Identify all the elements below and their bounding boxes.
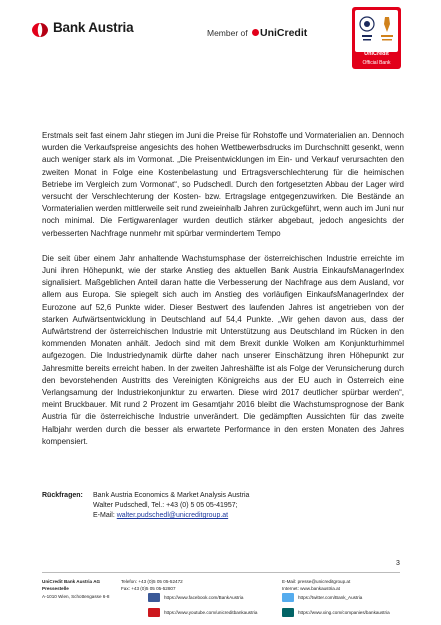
member-prefix: Member of (207, 28, 248, 38)
contact-label: Rückfragen: (42, 492, 83, 499)
twitter-url[interactable]: https://twitter.com/Bank_Austria (298, 595, 363, 600)
youtube-icon (148, 608, 160, 617)
contact-line: Walter Pudschedl, Tel.: +43 (0) 5 05 05-41957; (93, 502, 238, 509)
member-of-unicredit (207, 27, 307, 39)
member-brand: UniCredit (260, 27, 308, 39)
paragraph: Die seit über einem Jahr anhaltende Wachstumsphase der österreichischen Industrie erreichte im Juni ihren Höhepunkt, wie der starke Anstieg des aktuellen Bank Austria EinkaufsManagerIndex signalisiert. Maßgeblichen Anteil daran hatte die Verbesserung der Nachfrage aus dem Ausland, vor allem aus Europa. Sie spiegelt sich auch im Anstieg des vorläufigen EinkaufsManagerIndex der Eurozone auf 52,6 Punkte wider. Dieser Bestwert des laufenden Jahres ist angetrieben von der starken Aufwärtsentwicklung in Deutschland auf 54,4 Punkte. „Wir gehen davon aus, dass der Aufwärtstrend der österreichischen Industrie mit Unterstützung aus Deutschland im Rücken in den kommenden Monaten anhält. Jedoch sind mit dem Brexit dunkle Wolken am Konjunkturhimmel aufgezogen. Die Industriedynamik dürfte daher nach unserer Einschätzung ihren Höhepunkt zur Jahresmitte bereits erreicht haben. In der zweiten Jahreshälfte ist als Folge der Verunsicherung durch den bevorstehenden Austritts des Vereinigten Königreichs aus der EU auch in Österreich eine Verlangsamung der Industriekonjunktur zu erwarten. Diese wird 2017 deutlicher spürbar werden“, meint Bruckbauer. Mit rund 2 Prozent im Gesamtjahr 2016 bleibt die Wachstumsprognose der Bank Austria für die österreichische Industrie unverändert. Die gedämpften Aussichten für das zweite Halbjahr werden durch die besser als erwartete Performance in den ersten Monaten des Jahres kompensiert. (42, 253, 404, 446)
footer-internet[interactable]: Internet: www.bankaustria.at (282, 586, 340, 592)
contact-email-line (93, 511, 249, 521)
footer-divider (42, 572, 400, 573)
page-number: 3 (396, 560, 400, 567)
footer-phone-block (121, 578, 183, 593)
email-label: E-Mail: (93, 512, 115, 519)
badge-label: Official Bank (362, 60, 391, 66)
badge-brand: UniCredit (364, 51, 389, 57)
footer-web-block (282, 578, 350, 593)
paragraph: Erstmals seit fast einem Jahr stiegen im Juni die Preise für Rohstoffe und Vormaterialien an. Dennoch wurden die Verkaufspreise angesichts des hohen Wettbewerbsdrucks im Durchschnitt gesenkt, wenn auch weniger stark als im Vormonat. „Die Preisentwicklungen im Ein- und Verkauf verursachten den zweiten Monat in Folge eine Kostenbelastung und Ertragsverschlechterung für die heimischen Betriebe im Vergleich zum Vormonat“, so Pudschedl. Durch den fortgesetzten Abbau der Lager wird versucht der Verschlechterung der Kosten- bzw. Ertragslage entgegenzuwirken. Die Bestände an Vormaterialien werden mittlerweile seit rund zweieinhalb Jahren zurückgeführt, wenn auch im Juni nur noch minimal. Die Fertigwarenlager wurden deutlich stärker abgebaut, jedoch angesichts der verbesserten Nachfrage nunmehr mit spürbar vermindertem Tempo (42, 131, 404, 238)
contact-email-link[interactable]: walter.pudschedl@unicreditgroup.at (116, 512, 229, 519)
footer-company: UniCredit Bank Austria AG (42, 579, 101, 584)
brand-name: Bank Austria (53, 20, 134, 35)
footer-street: A-1010 Wien, Schottengasse 6-8 (42, 593, 110, 599)
champions-league-europa-league-logos (355, 10, 398, 52)
xing-url[interactable]: https://www.xing.com/companies/bankaustria (298, 610, 390, 615)
contact-details (93, 491, 249, 521)
facebook-icon (148, 593, 160, 602)
footer-phone: Telefon: +43 (0)5 05 05-52472 (121, 579, 183, 584)
page-header (0, 0, 441, 80)
unicredit-logo-icon (252, 29, 259, 36)
xing-icon (282, 608, 294, 617)
footer-email[interactable]: E-Mail: presse@unicreditgroup.at (282, 579, 351, 584)
official-bank-badge (352, 7, 401, 69)
youtube-url[interactable]: https://www.youtube.com/unicreditbankaustria (164, 610, 258, 615)
press-release-body (42, 130, 404, 461)
facebook-url[interactable]: https://www.facebook.com/BankAustria (164, 595, 244, 600)
twitter-icon (282, 593, 294, 602)
league-logos-icon (355, 10, 398, 52)
footer-address (42, 578, 109, 600)
footer-fax: Fax: +43 (0)5 05 05-52807 (121, 586, 176, 592)
bank-austria-logo-icon (31, 21, 49, 39)
contact-line: Bank Austria Economics & Market Analysis Austria (93, 492, 250, 499)
footer-dept: Pressestelle (42, 586, 69, 592)
